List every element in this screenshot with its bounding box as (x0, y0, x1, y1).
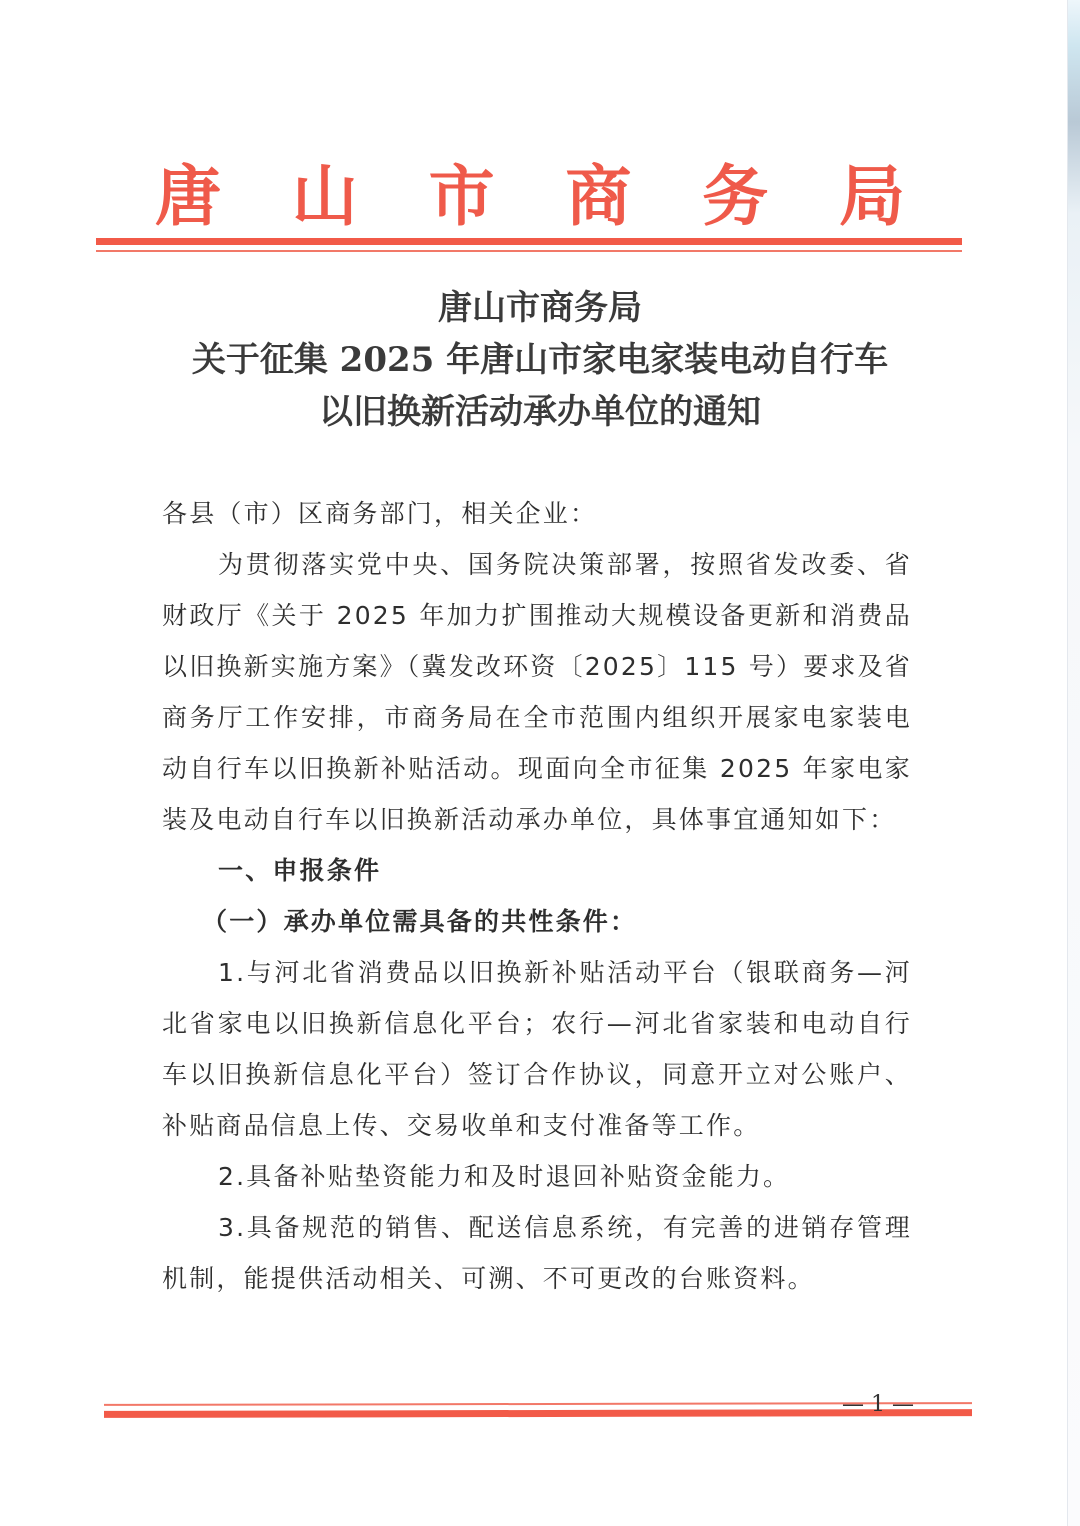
title-line-2: 关于征集 2025 年唐山市家电家装电动自行车 (191, 340, 889, 380)
header-rule-thick (96, 238, 962, 245)
title-line-3: 以旧换新活动承办单位的通知 (319, 392, 761, 432)
masthead-char: 山 (291, 156, 358, 235)
masthead-char: 局 (838, 156, 905, 235)
masthead-red-header (150, 150, 910, 235)
page-number: — 1 — (842, 1392, 914, 1417)
document-title (120, 282, 960, 438)
masthead-char: 唐 (155, 156, 221, 235)
masthead-char: 商 (565, 156, 632, 235)
list-item: 1.与河北省消费品以旧换新补贴活动平台（银联商务—河北省家电以旧换新信息化平台；农行—河北省家装和电动自行车以旧换新信息化平台）签订合作协议，同意开立对公账户、补贴商品信息上传、交易收单和支付准备等工作。 (162, 958, 912, 1140)
masthead-char: 市 (428, 156, 495, 235)
intro-paragraph: 为贯彻落实党中央、国务院决策部署，按照省发改委、省财政厅《关于 2025 年加力扩围推动大规模设备更新和消费品以旧换新实施方案》（冀发改环资〔2025〕115 号）要求及省商务厅工作安排，市商务局在全市范围内组织开展家电家装电动自行车以旧换新补贴活动。现面向全市征集 2025 年家电家装及电动自行车以旧换新活动承办单位，具体事宜通知如下： (162, 550, 912, 834)
section-heading: 一、申报条件 (218, 856, 382, 885)
scan-edge-artifact (1067, 0, 1080, 1526)
subsection-heading: （一）承办单位需具备的共性条件： (202, 907, 638, 936)
header-rule-thin (96, 250, 962, 252)
document-body (162, 488, 912, 1304)
list-item: 3.具备规范的销售、配送信息系统，有完善的进销存管理机制，能提供活动相关、可溯、不可更改的台账资料。 (162, 1213, 912, 1293)
salutation: 各县（市）区商务部门，相关企业： (162, 499, 598, 528)
title-line-1: 唐山市商务局 (438, 288, 642, 328)
masthead-char: 务 (702, 156, 769, 235)
list-item: 2.具备补贴垫资能力和及时退回补贴资金能力。 (218, 1162, 791, 1191)
